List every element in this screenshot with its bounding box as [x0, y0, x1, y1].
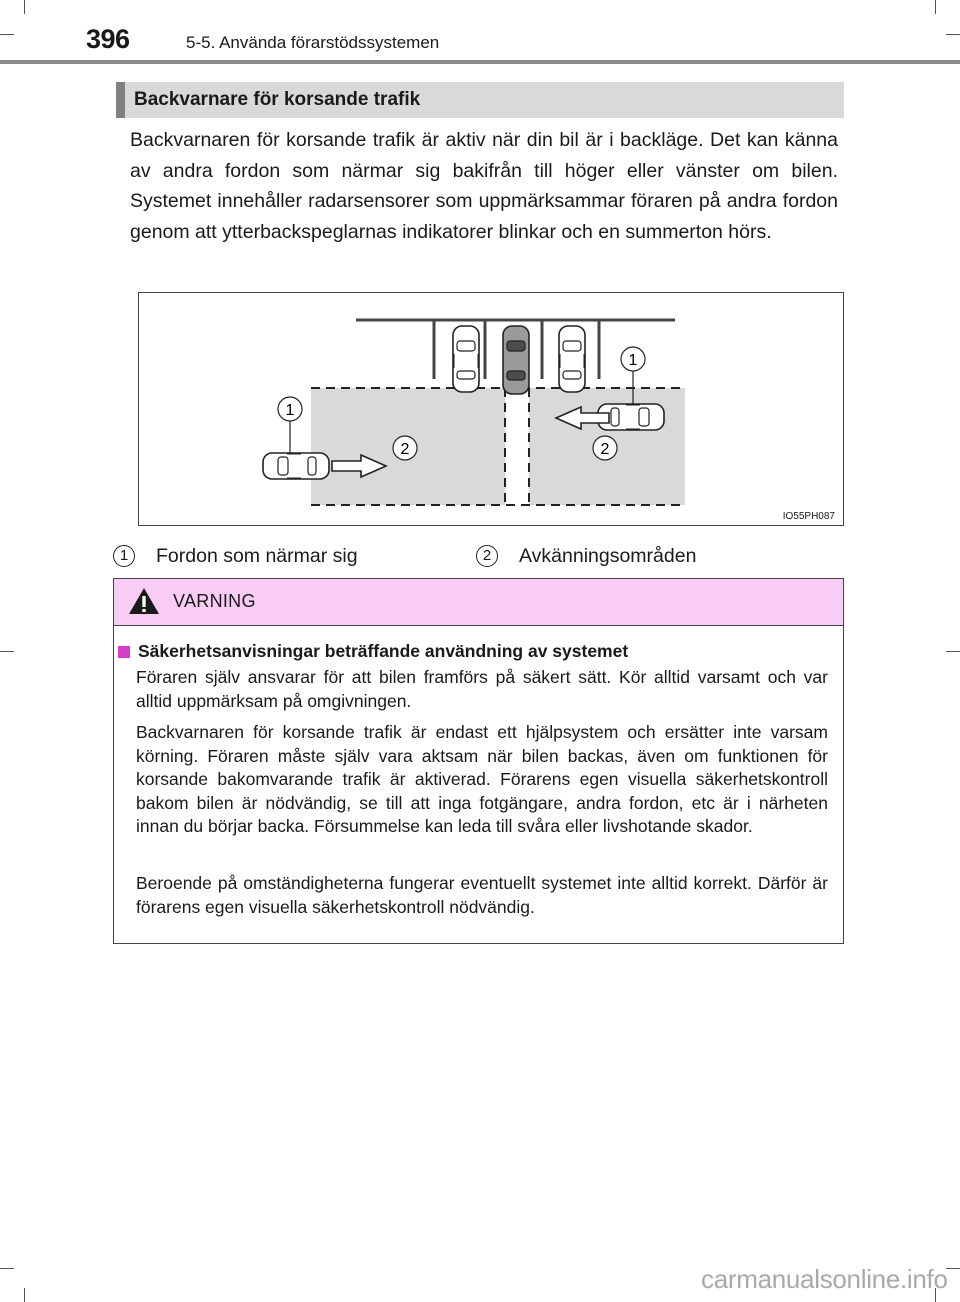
legend-number: 1	[113, 545, 135, 567]
crop-mark	[0, 1268, 14, 1269]
watermark: carmanualsonline.info	[701, 1264, 948, 1294]
approaching-vehicle-left	[263, 453, 329, 479]
header-rule	[0, 60, 960, 64]
parked-car-left	[453, 326, 479, 392]
parking-diagram-svg	[139, 293, 843, 525]
crop-mark	[0, 34, 14, 35]
intro-paragraph: Backvarnaren för korsande trafik är aktiv när din bil är i backläge. Det kan känna av andra fordon som närmar sig bakifrån till höger eller vänster om bilen. Systemet innehåller radarsensorer som uppmärksammar föraren på andra fordon genom att ytterbackspeglarnas indikatorer blinkar och en summerton hörs.	[130, 129, 838, 243]
legend-label: Avkänningsområden	[519, 544, 697, 567]
crop-mark	[946, 34, 960, 35]
warning-header	[114, 579, 843, 626]
callout-2-right	[593, 436, 617, 460]
warning-box	[113, 578, 844, 944]
parking-diagram	[138, 292, 844, 526]
warning-paragraph: Backvarnaren för korsande trafik är endast ett hjälpsystem och ersätter inte varsam körning. Föraren måste själv vara aktsam när bilen backas, även om funktionen för korsande bakomvarande trafik är aktiverad. Förarens egen visuella säkerhetskontroll bakom bilen är nödvändig, se till att inga fotgängare, andra fordon, etc är i närheten innan du börjar backa. Försummelse kan leda till svåra eller livshotande skador.	[136, 722, 828, 836]
callout-1-left	[278, 397, 302, 421]
warning-subheading-text: Säkerhetsanvisningar beträffande användning av systemet	[138, 641, 629, 661]
warning-paragraph: Föraren själv ansvarar för att bilen framförs på säkert sätt. Kör alltid varsamt och var alltid uppmärksam på omgivningen.	[136, 667, 828, 711]
crop-mark	[0, 651, 14, 652]
callout-2-left	[393, 436, 417, 460]
crop-mark	[946, 1268, 960, 1269]
figure-code: IO55PH087	[782, 511, 835, 522]
callout-1-right	[621, 347, 645, 371]
parked-car-right	[559, 326, 585, 392]
warning-paragraph: Beroende på omständigheterna fungerar eventuellt systemet inte alltid korrekt. Därför är förarens egen visuella säkerhetskontroll nödvändig.	[136, 873, 828, 917]
legend-item-detection-areas	[476, 541, 696, 571]
page-number: 396	[86, 24, 130, 54]
crop-mark	[24, 1288, 25, 1302]
svg-text:2: 2	[400, 441, 410, 458]
svg-text:2: 2	[600, 441, 610, 458]
section-title: Backvarnare för korsande trafik	[116, 82, 844, 118]
warning-triangle-icon	[128, 587, 160, 615]
crop-mark	[946, 651, 960, 652]
warning-subheading	[118, 641, 628, 662]
svg-text:1: 1	[628, 352, 638, 369]
svg-text:1: 1	[285, 402, 295, 419]
chapter-title: 5-5. Använda förarstödssystemen	[186, 33, 440, 52]
square-bullet-icon	[118, 646, 130, 658]
legend-label: Fordon som närmar sig	[156, 544, 358, 567]
warning-label: VARNING	[173, 591, 256, 611]
crop-mark	[24, 0, 25, 14]
legend-item-approaching-vehicles	[113, 541, 358, 571]
reversing-car	[503, 326, 529, 394]
legend-number: 2	[476, 545, 498, 567]
crop-mark	[935, 0, 936, 14]
